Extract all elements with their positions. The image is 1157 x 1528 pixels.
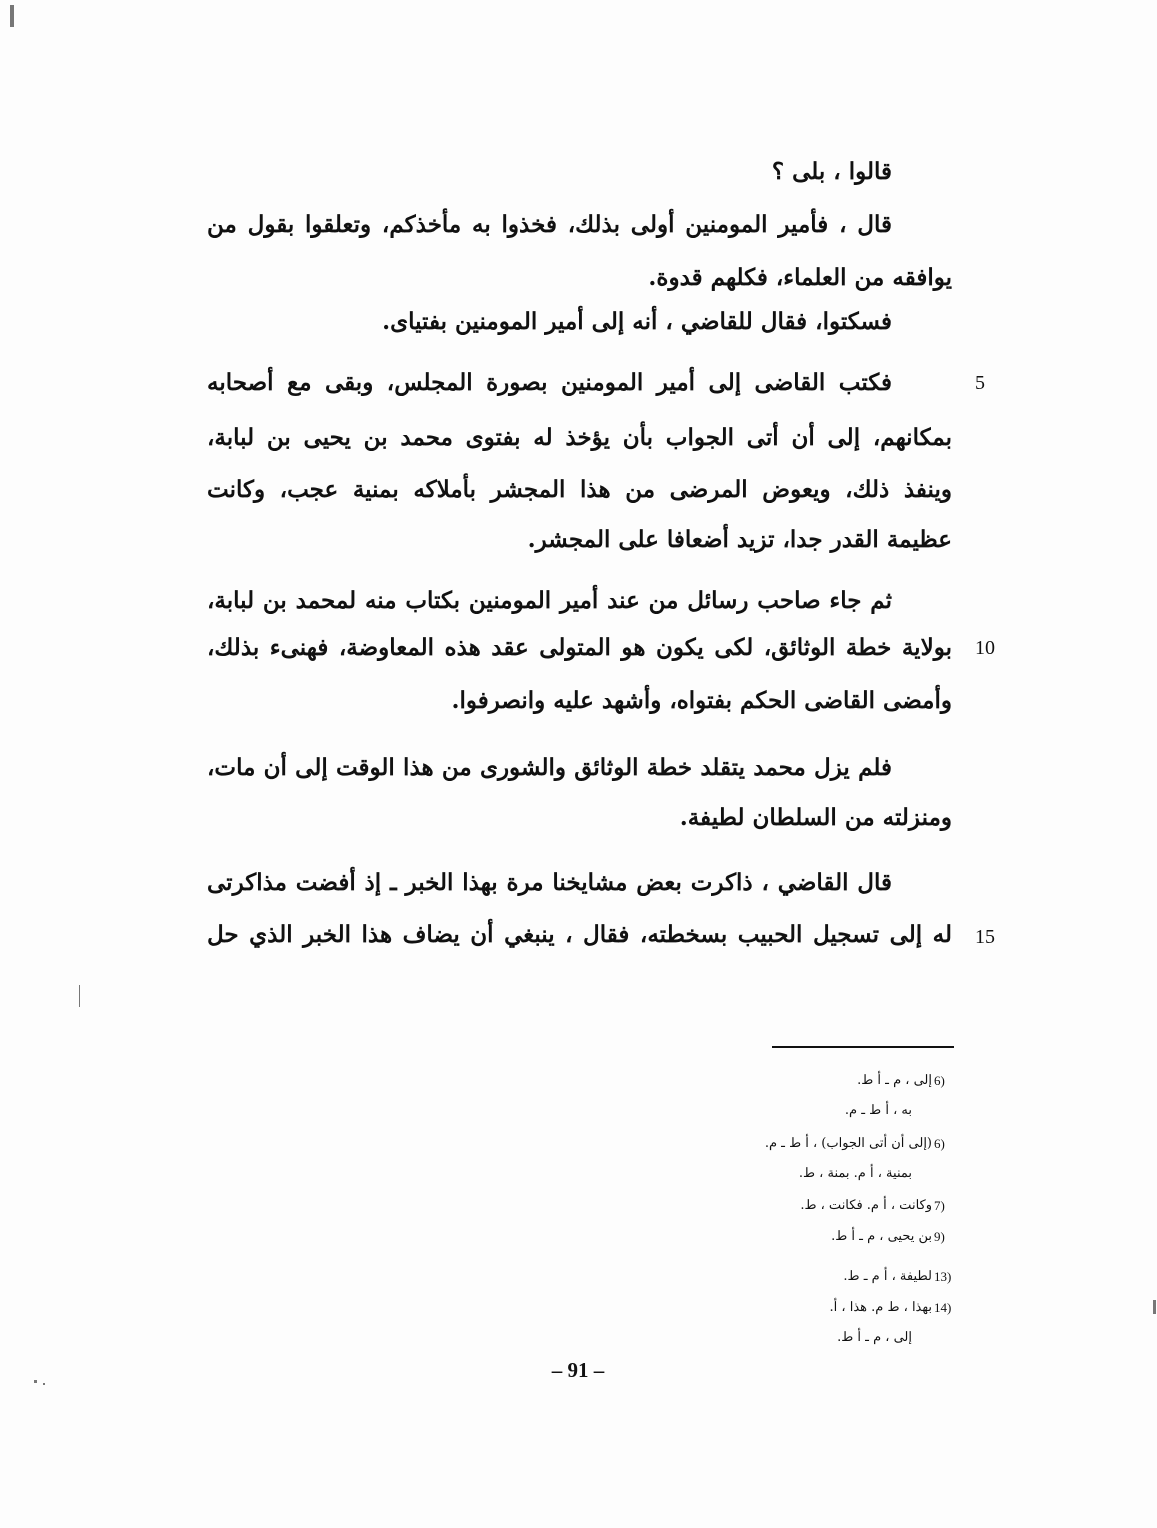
footnote-number: 6) [934,1136,945,1151]
footnote-text: لطيفة ، أ م ـ ط. [843,1269,932,1284]
footnote-text: بن يحيى ، م ـ أ ط. [831,1229,932,1244]
footnote-number: 9) [934,1229,945,1244]
scan-mark [79,985,80,1007]
footnote-text: به ، أ ط ـ م. [844,1103,912,1118]
page-number: – 91 – [551,1358,605,1382]
scan-mark [34,1380,37,1383]
scan-mark [43,1383,45,1385]
footnote-text: بهذا ، ط م. هذا ، أ. [829,1300,932,1315]
text-line-8: عظيمة القدر جدا، تزيد أضعافا على المجشر. [527,526,952,553]
line-number-15: 15 [975,926,995,948]
line-number-5: 5 [975,372,985,394]
text-line-2: قال ، فأمير المومنين أولى بذلك، فخذوا به مأخذكم، وتعلقوا بقول من [207,211,892,238]
footnote-text: (إلى أن أتى الجواب) ، أ ط ـ م. [764,1136,932,1151]
text-line-13: ومنزلته من السلطان لطيفة. [679,804,952,831]
scan-mark [10,5,14,27]
footnote-text: إلى ، م ـ أ ط. [837,1330,912,1345]
line-number-10: 10 [975,637,995,659]
text-line-3: يوافقه من العلماء، فكلهم قدوة. [648,264,952,291]
text-line-7: وينفذ ذلك، ويعوض المرضى من هذا المجشر بأملاكه بمنية عجب، وكانت [207,476,952,503]
footnote-separator [772,1046,954,1048]
footnote-number: 7) [934,1198,945,1213]
footnote-number: 6) [934,1073,945,1088]
text-line-6: بمكانهم، إلى أن أتى الجواب بأن يؤخذ له بفتوى محمد بن يحيى بن لبابة، [207,424,952,451]
scan-mark [1153,1300,1156,1314]
footnote-text: إلى ، م ـ أ ط. [857,1073,932,1088]
footnote-text: بمنية ، أ م. بمنة ، ط. [798,1166,912,1181]
text-line-12: فلم يزل محمد يتقلد خطة الوثائق والشورى من هذا الوقت إلى أن مات، [207,754,892,781]
text-line-1: قالوا ، بلى ؟ [771,158,892,185]
footnote-text: وكانت ، أ م. فكانت ، ط. [800,1198,932,1213]
text-line-11: وأمضى القاضى الحكم بفتواه، وأشهد عليه وانصرفوا. [451,687,952,714]
text-line-9: ثم جاء صاحب رسائل من عند أمير المومنين بكتاب منه لمحمد بن لبابة، [207,587,892,614]
text-line-15: له إلى تسجيل الحبيب بسخطته، فقال ، ينبغي أن يضاف هذا الخبر الذي حل [207,921,952,948]
footnote-number: 13) [934,1269,952,1284]
text-line-4: فسكتوا، فقال للقاضي ، أنه إلى أمير المومنين بفتياى. [382,308,892,335]
footnote-number: 14) [934,1300,952,1315]
text-line-14: قال القاضي ، ذاكرت بعض مشايخنا مرة بهذا الخبر ـ إذ أفضت مذاكرتى [207,869,892,896]
text-line-10: بولاية خطة الوثائق، لكى يكون هو المتولى عقد هذه المعاوضة، فهنىء بذلك، [207,634,952,661]
text-line-5: فكتب القاضى إلى أمير المومنين بصورة المجلس، وبقى مع أصحابه [207,369,892,396]
